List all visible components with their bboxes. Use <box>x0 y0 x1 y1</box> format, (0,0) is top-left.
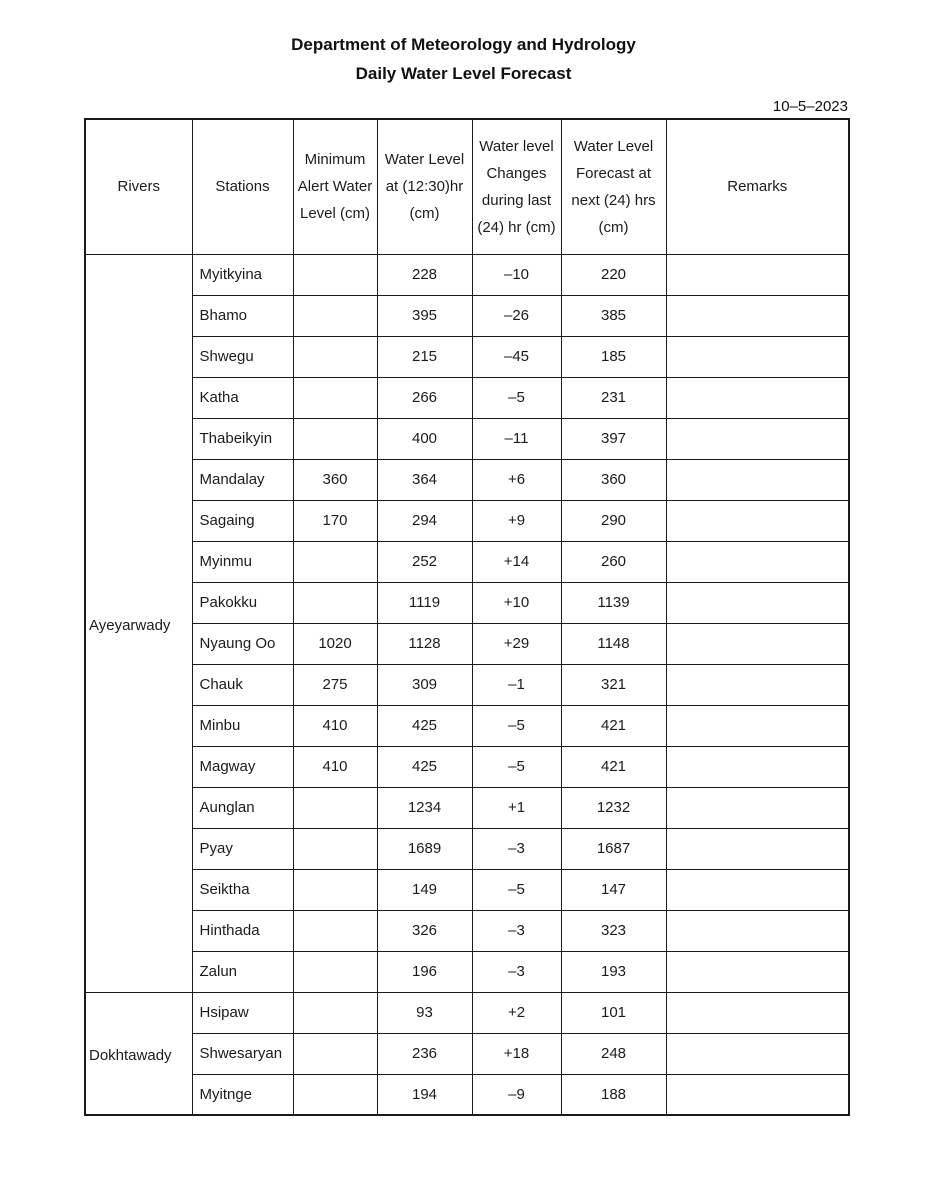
forecast-cell: 147 <box>561 869 666 910</box>
water-level-cell: 425 <box>377 705 472 746</box>
water-level-cell: 294 <box>377 500 472 541</box>
water-level-cell: 309 <box>377 664 472 705</box>
change-cell: –26 <box>472 295 561 336</box>
table-row <box>85 1074 849 1115</box>
river-cell: Ayeyarwady <box>85 254 192 992</box>
min-alert-cell: 360 <box>293 459 377 500</box>
forecast-cell: 260 <box>561 541 666 582</box>
table-row <box>85 828 849 869</box>
min-alert-cell <box>293 951 377 992</box>
station-cell: Chauk <box>192 664 293 705</box>
station-cell: Aunglan <box>192 787 293 828</box>
column-header-min-alert: Minimum Alert Water Level (cm) <box>293 119 377 254</box>
water-level-cell: 194 <box>377 1074 472 1115</box>
remarks-cell <box>666 1033 849 1074</box>
change-cell: –45 <box>472 336 561 377</box>
remarks-cell <box>666 295 849 336</box>
min-alert-cell <box>293 992 377 1033</box>
change-cell: –11 <box>472 418 561 459</box>
forecast-cell: 1148 <box>561 623 666 664</box>
forecast-cell: 1139 <box>561 582 666 623</box>
table-row <box>85 1033 849 1074</box>
remarks-cell <box>666 418 849 459</box>
change-cell: +10 <box>472 582 561 623</box>
station-cell: Myitkyina <box>192 254 293 295</box>
change-cell: –5 <box>472 705 561 746</box>
report-date: 10–5–2023 <box>772 98 848 115</box>
min-alert-cell <box>293 541 377 582</box>
min-alert-cell <box>293 295 377 336</box>
table-row <box>85 582 849 623</box>
forecast-cell: 360 <box>561 459 666 500</box>
remarks-cell <box>666 459 849 500</box>
min-alert-cell: 275 <box>293 664 377 705</box>
remarks-cell <box>666 705 849 746</box>
remarks-cell <box>666 828 849 869</box>
header-row <box>85 119 849 254</box>
station-cell: Myinmu <box>192 541 293 582</box>
water-level-cell: 425 <box>377 746 472 787</box>
remarks-cell <box>666 787 849 828</box>
water-level-cell: 252 <box>377 541 472 582</box>
water-level-cell: 149 <box>377 869 472 910</box>
water-level-cell: 326 <box>377 910 472 951</box>
station-cell: Nyaung Oo <box>192 623 293 664</box>
station-cell: Mandalay <box>192 459 293 500</box>
forecast-cell: 290 <box>561 500 666 541</box>
min-alert-cell: 1020 <box>293 623 377 664</box>
min-alert-cell <box>293 787 377 828</box>
remarks-cell <box>666 500 849 541</box>
remarks-cell <box>666 377 849 418</box>
forecast-cell: 421 <box>561 746 666 787</box>
change-cell: +1 <box>472 787 561 828</box>
min-alert-cell <box>293 828 377 869</box>
forecast-cell: 193 <box>561 951 666 992</box>
table-row <box>85 746 849 787</box>
min-alert-cell <box>293 377 377 418</box>
station-cell: Minbu <box>192 705 293 746</box>
station-cell: Bhamo <box>192 295 293 336</box>
min-alert-cell <box>293 254 377 295</box>
remarks-cell <box>666 254 849 295</box>
table-row <box>85 541 849 582</box>
change-cell: –9 <box>472 1074 561 1115</box>
table-row <box>85 295 849 336</box>
change-cell: –1 <box>472 664 561 705</box>
station-cell: Hsipaw <box>192 992 293 1033</box>
min-alert-cell <box>293 910 377 951</box>
station-cell: Hinthada <box>192 910 293 951</box>
change-cell: –3 <box>472 951 561 992</box>
table-header <box>85 119 849 254</box>
remarks-cell <box>666 541 849 582</box>
min-alert-cell <box>293 418 377 459</box>
remarks-cell <box>666 951 849 992</box>
station-cell: Shwesaryan <box>192 1033 293 1074</box>
change-cell: –3 <box>472 910 561 951</box>
min-alert-cell: 410 <box>293 705 377 746</box>
table-row <box>85 336 849 377</box>
water-level-cell: 196 <box>377 951 472 992</box>
table-row <box>85 500 849 541</box>
column-header-forecast: Water Level Forecast at next (24) hrs (cm) <box>561 119 666 254</box>
change-cell: –5 <box>472 746 561 787</box>
remarks-cell <box>666 623 849 664</box>
change-cell: –3 <box>472 828 561 869</box>
min-alert-cell: 170 <box>293 500 377 541</box>
water-level-cell: 93 <box>377 992 472 1033</box>
change-cell: –5 <box>472 869 561 910</box>
forecast-cell: 397 <box>561 418 666 459</box>
station-cell: Zalun <box>192 951 293 992</box>
water-level-cell: 400 <box>377 418 472 459</box>
forecast-cell: 231 <box>561 377 666 418</box>
station-cell: Magway <box>192 746 293 787</box>
change-cell: +14 <box>472 541 561 582</box>
forecast-cell: 1687 <box>561 828 666 869</box>
table-row <box>85 377 849 418</box>
min-alert-cell <box>293 336 377 377</box>
forecast-cell: 248 <box>561 1033 666 1074</box>
min-alert-cell: 410 <box>293 746 377 787</box>
forecast-cell: 188 <box>561 1074 666 1115</box>
column-header-rivers: Rivers <box>85 119 192 254</box>
table-row <box>85 254 849 295</box>
change-cell: +9 <box>472 500 561 541</box>
forecast-cell: 185 <box>561 336 666 377</box>
water-level-cell: 364 <box>377 459 472 500</box>
forecast-cell: 323 <box>561 910 666 951</box>
station-cell: Pakokku <box>192 582 293 623</box>
table-row <box>85 623 849 664</box>
forecast-cell: 220 <box>561 254 666 295</box>
change-cell: –5 <box>472 377 561 418</box>
water-level-cell: 266 <box>377 377 472 418</box>
water-level-cell: 395 <box>377 295 472 336</box>
remarks-cell <box>666 869 849 910</box>
table-row <box>85 418 849 459</box>
change-cell: +2 <box>472 992 561 1033</box>
water-level-cell: 228 <box>377 254 472 295</box>
remarks-cell <box>666 582 849 623</box>
water-level-cell: 1119 <box>377 582 472 623</box>
min-alert-cell <box>293 869 377 910</box>
column-header-stations: Stations <box>192 119 293 254</box>
change-cell: –10 <box>472 254 561 295</box>
station-cell: Sagaing <box>192 500 293 541</box>
table-row <box>85 910 849 951</box>
min-alert-cell <box>293 1033 377 1074</box>
remarks-cell <box>666 664 849 705</box>
table-body <box>85 254 849 1115</box>
table-row <box>85 869 849 910</box>
river-cell: Dokhtawady <box>85 992 192 1115</box>
min-alert-cell <box>293 582 377 623</box>
station-cell: Myitnge <box>192 1074 293 1115</box>
remarks-cell <box>666 1074 849 1115</box>
station-cell: Seiktha <box>192 869 293 910</box>
station-cell: Pyay <box>192 828 293 869</box>
table-row <box>85 787 849 828</box>
change-cell: +18 <box>472 1033 561 1074</box>
title-block <box>0 30 927 88</box>
remarks-cell <box>666 910 849 951</box>
remarks-cell <box>666 992 849 1033</box>
change-cell: +6 <box>472 459 561 500</box>
column-header-changes: Water level Changes during last (24) hr (cm) <box>472 119 561 254</box>
change-cell: +29 <box>472 623 561 664</box>
forecast-cell: 421 <box>561 705 666 746</box>
table-row <box>85 664 849 705</box>
table-row <box>85 951 849 992</box>
forecast-cell: 321 <box>561 664 666 705</box>
water-level-cell: 236 <box>377 1033 472 1074</box>
water-level-cell: 1689 <box>377 828 472 869</box>
column-header-remarks: Remarks <box>666 119 849 254</box>
remarks-cell <box>666 746 849 787</box>
document-subtitle: Daily Water Level Forecast <box>355 64 572 83</box>
station-cell: Shwegu <box>192 336 293 377</box>
document-title: Department of Meteorology and Hydrology <box>291 35 636 54</box>
table-row <box>85 705 849 746</box>
forecast-cell: 385 <box>561 295 666 336</box>
column-header-water-level: Water Level at (12:30)hr (cm) <box>377 119 472 254</box>
forecast-cell: 1232 <box>561 787 666 828</box>
min-alert-cell <box>293 1074 377 1115</box>
forecast-cell: 101 <box>561 992 666 1033</box>
water-level-cell: 1128 <box>377 623 472 664</box>
remarks-cell <box>666 336 849 377</box>
station-cell: Katha <box>192 377 293 418</box>
water-level-cell: 1234 <box>377 787 472 828</box>
water-level-cell: 215 <box>377 336 472 377</box>
table-row <box>85 992 849 1033</box>
table-row <box>85 459 849 500</box>
station-cell: Thabeikyin <box>192 418 293 459</box>
water-level-table <box>84 118 850 1116</box>
